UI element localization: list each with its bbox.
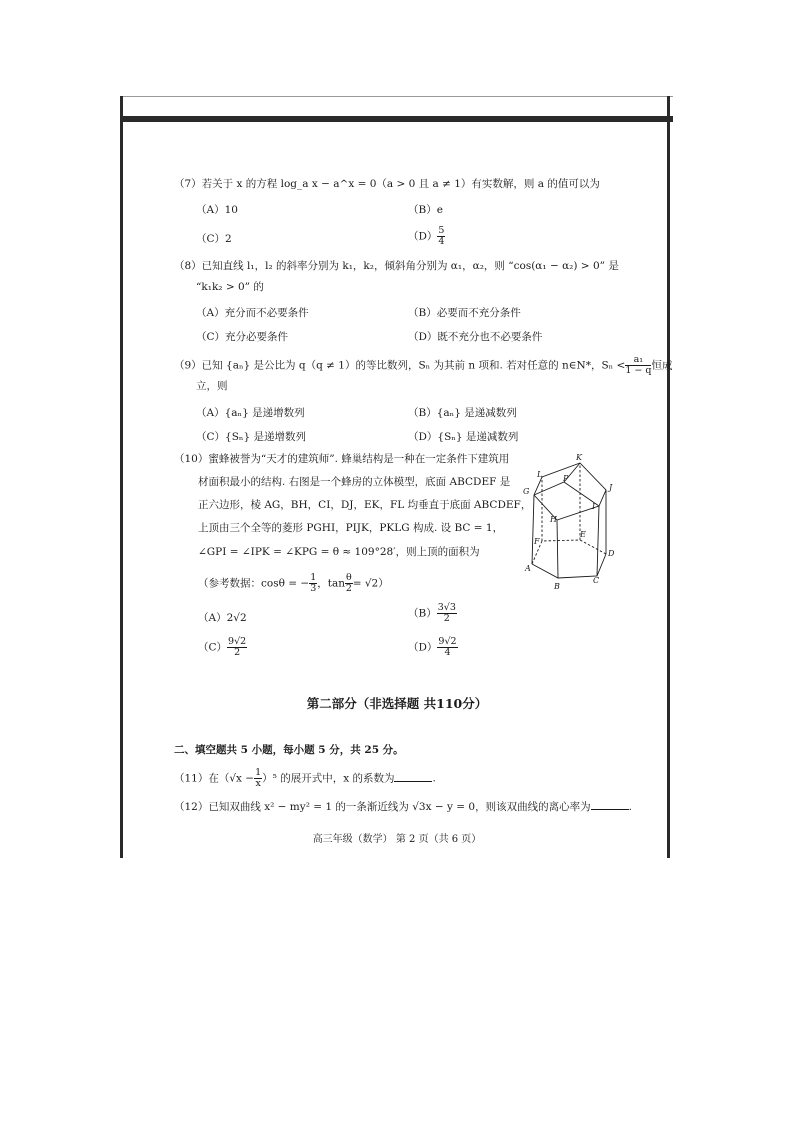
q10-b-den: 2 xyxy=(443,613,450,624)
q10-b-num: 3√3 xyxy=(437,602,456,613)
q10-ref-f2-den: 2 xyxy=(345,583,352,594)
q10-line1: （10）蜜蜂被誉为“天才的建筑师”. 蜂巢结构是一种在一定条件下建筑用 xyxy=(174,453,510,465)
fig-label-l: L xyxy=(537,470,543,479)
edge-ag xyxy=(532,495,534,564)
fig-label-a: A xyxy=(525,564,531,573)
fig-label-j: J xyxy=(609,483,613,492)
q10-reference-data xyxy=(198,573,389,594)
q8-option-b: （B）必要而不充分条件 xyxy=(408,307,521,319)
page-footer: 高三年级（数学） 第 2 页（共 6 页） xyxy=(312,834,482,845)
q9-frac-den: 1 − q xyxy=(625,365,652,376)
q10-d-num: 9√2 xyxy=(438,636,457,647)
fig-label-g: G xyxy=(523,487,530,496)
q11-part-b: ）⁵ 的展开式中，x 的系数为 xyxy=(262,772,395,785)
q10-ref-f2-num: θ xyxy=(345,572,352,583)
q8-option-c: （C）充分必要条件 xyxy=(196,331,289,343)
q10-b-fraction xyxy=(437,603,457,624)
fig-label-d: D xyxy=(608,549,615,558)
q12 xyxy=(174,799,632,814)
q10-line5: ∠GPI = ∠IPK = ∠KPG = θ ≈ 109°28′，则上顶的面积为 xyxy=(198,546,480,558)
q10-d-label: （D） xyxy=(408,641,438,654)
q12-part-a: （12）已知双曲线 x² − my² = 1 的一条渐近线为 √3x − y = 0，则该双曲线的离心率为 xyxy=(174,801,591,813)
q10-c-den: 2 xyxy=(234,647,241,658)
q9-stem-line1 xyxy=(174,355,672,376)
q8-option-d: （D）既不充分也不必要条件 xyxy=(408,331,543,343)
q7-option-d-label: （D） xyxy=(408,230,438,243)
fig-label-f: F xyxy=(534,537,540,546)
q9-option-b: （B）{aₙ} 是递减数列 xyxy=(408,407,517,419)
honeycomb-prism-figure xyxy=(520,450,620,592)
edge-bh xyxy=(557,520,558,578)
top-inner-gpi xyxy=(534,482,599,506)
q10-option-d xyxy=(408,637,458,658)
top-outline xyxy=(534,463,606,520)
q7-option-c: （C）2 xyxy=(196,233,232,245)
q10-ref-a: （参考数据：cosθ = − xyxy=(198,577,310,590)
q9-stem-part-a: （9）已知 {aₙ} 是公比为 q（q ≠ 1）的等比数列，Sₙ 为其前 n 项和. 若对任意的 n∈N*，Sₙ < xyxy=(174,359,626,372)
q10-c-fraction xyxy=(227,637,247,658)
q7-stem: （7）若关于 x 的方程 log_a x − a^x = 0（a > 0 且 a ≠ 1）有实数解，则 a 的值可以为 xyxy=(174,178,600,190)
q8-stem-line1: （8）已知直线 l₁，l₂ 的斜率分别为 k₁，k₂，倾斜角分别为 α₁，α₂，则 “cos(α₁ − α₂) > 0” 是 xyxy=(174,260,619,272)
q7-option-b: （B）e xyxy=(408,204,443,216)
fig-label-p: P xyxy=(563,474,569,483)
fig-label-c: C xyxy=(593,576,600,585)
q11-answer-blank[interactable] xyxy=(394,771,432,782)
q10-b-label: （B） xyxy=(408,607,437,620)
q12-part-c: . xyxy=(628,801,632,813)
fig-label-h: H xyxy=(550,515,557,524)
part2-title: 第二部分（非选择题 共110分） xyxy=(306,696,488,711)
fig-label-i: I xyxy=(592,502,596,511)
q11-part-a: （11）在（√x − xyxy=(174,772,255,785)
q10-line4: 上顶由三个全等的菱形 PGHI，PIJK，PKLG 构成. 设 BC = 1， xyxy=(198,522,504,534)
q10-ref-f1-den: 3 xyxy=(310,583,317,594)
fig-label-k: K xyxy=(576,453,582,462)
q10-ref-frac2 xyxy=(345,573,353,594)
q7-d-den: 4 xyxy=(438,236,445,247)
q10-d-fraction xyxy=(437,637,457,658)
fig-label-b: B xyxy=(554,582,560,591)
q8-stem-line2: “k₁k₂ > 0” 的 xyxy=(196,281,264,293)
q11-frac-num: 1 xyxy=(255,767,262,778)
q9-frac-num: a₁ xyxy=(625,355,651,366)
edge-ci xyxy=(597,506,599,576)
section2-heading: 二、填空题共 5 小题，每小题 5 分，共 25 分。 xyxy=(174,744,404,756)
q10-c-num: 9√2 xyxy=(228,636,247,647)
q9-stem-part-b: 恒成 xyxy=(651,359,673,372)
q10-option-b xyxy=(408,603,457,624)
q11-frac-den: x xyxy=(255,778,261,789)
hex-bottom-front-edges xyxy=(532,554,606,578)
q11-part-c: . xyxy=(432,772,436,785)
q9-option-d: （D）{Sₙ} 是递减数列 xyxy=(408,431,519,443)
q9-fraction xyxy=(625,355,651,376)
q9-option-c: （C）{Sₙ} 是递增数列 xyxy=(196,431,306,443)
q9-stem-line2: 立，则 xyxy=(196,380,228,392)
q10-d-den: 4 xyxy=(444,647,451,658)
q10-ref-c: = √2） xyxy=(352,577,389,590)
q10-option-a: （A）2√2 xyxy=(198,612,247,624)
q12-answer-blank[interactable] xyxy=(591,799,629,810)
q10-c-label: （C） xyxy=(198,641,228,654)
hex-bottom-back-edges xyxy=(532,540,606,564)
q10-ref-b: ，tan xyxy=(317,577,345,590)
q10-ref-f1-num: 1 xyxy=(310,572,317,583)
fig-label-e: E xyxy=(580,530,586,539)
q11 xyxy=(174,768,436,789)
left-border xyxy=(120,96,123,858)
q8-option-a: （A）充分而不必要条件 xyxy=(196,307,309,319)
right-border xyxy=(667,96,670,858)
q7-option-d-fraction xyxy=(437,226,445,247)
q9-option-a: （A）{aₙ} 是递增数列 xyxy=(196,407,305,419)
q11-fraction xyxy=(254,768,262,789)
q10-line2: 材面积最小的结构. 右图是一个蜂房的立体模型，底面 ABCDEF 是 xyxy=(198,476,511,488)
q10-line3: 正六边形，棱 AG，BH，CI，DJ，EK，FL 均垂直于底面 ABCDEF， xyxy=(198,499,532,511)
q7-option-d xyxy=(408,226,445,247)
q7-d-num: 5 xyxy=(438,225,445,236)
q10-option-c xyxy=(198,637,247,658)
q7-option-a: （A）10 xyxy=(196,204,238,216)
